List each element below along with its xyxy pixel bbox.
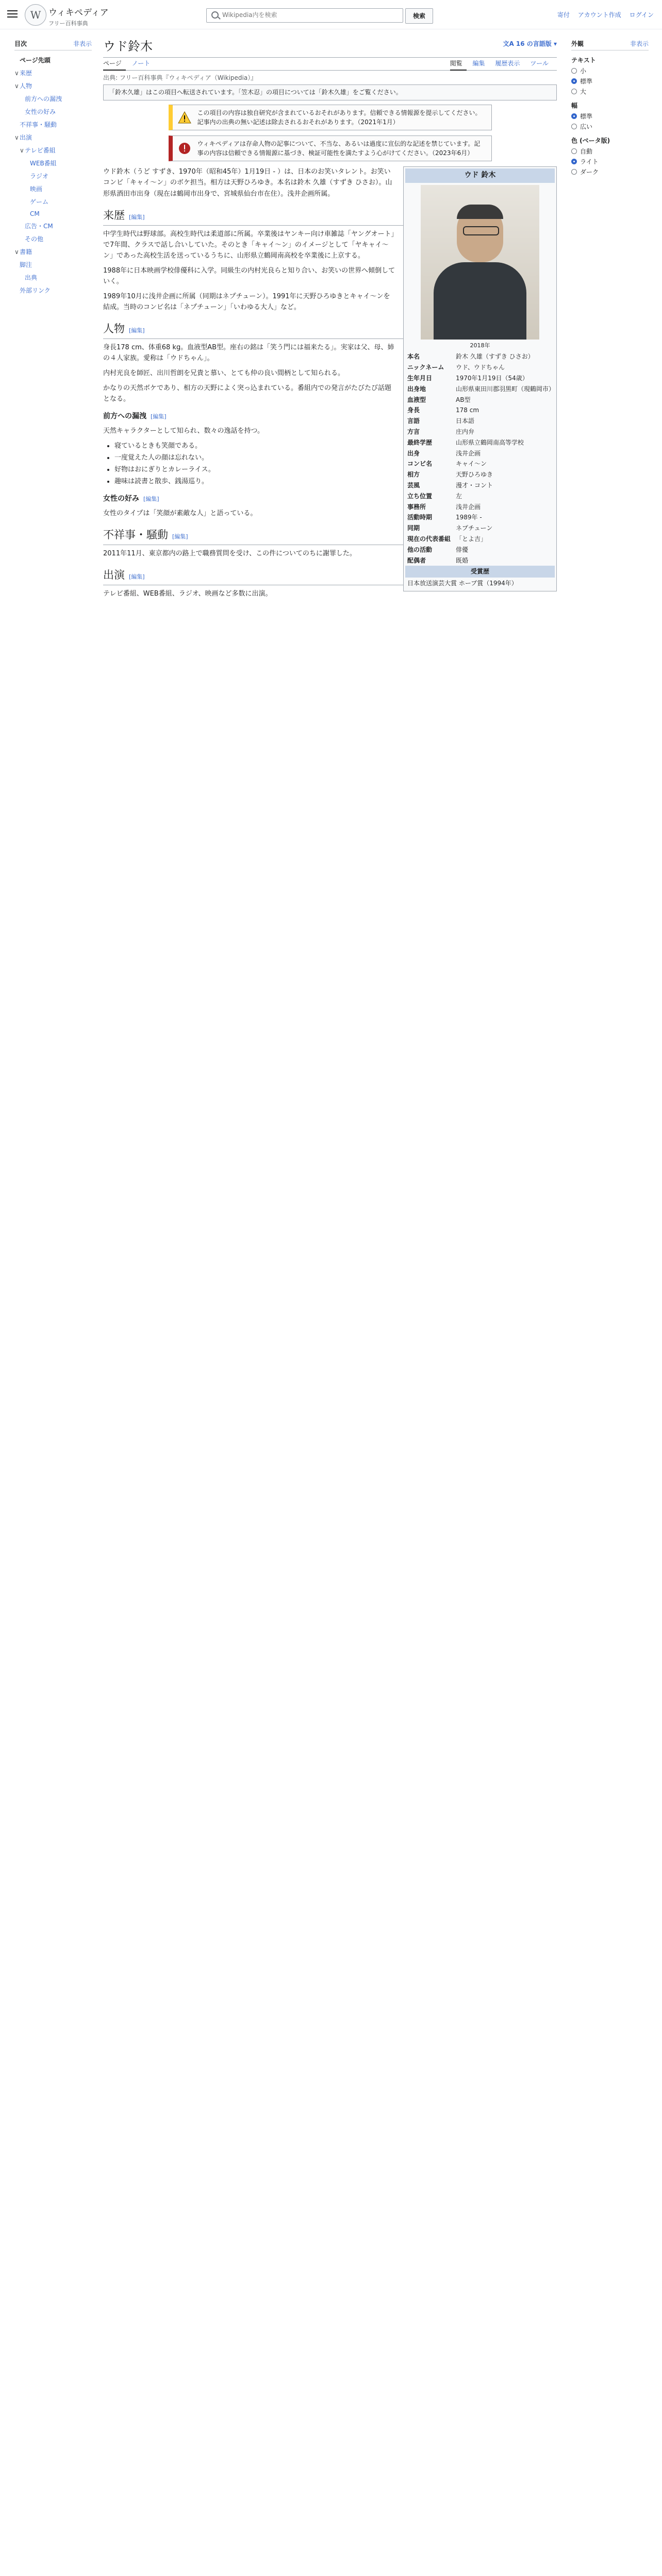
radio-button[interactable] (571, 124, 577, 129)
toc-item[interactable] (14, 170, 92, 182)
section-edit-link[interactable]: [編集] (129, 213, 145, 221)
toggle-icon[interactable]: ∨ (14, 70, 19, 77)
toc-item-label: ラジオ (30, 173, 49, 180)
toc-item[interactable] (14, 105, 92, 118)
toc-item[interactable] (14, 157, 92, 170)
donate-link[interactable]: 寄付 (557, 11, 570, 19)
infobox-value: 天野ひろゆき (456, 471, 493, 479)
infobox-key: 事務所 (407, 503, 426, 511)
toc-item[interactable] (14, 79, 92, 92)
infobox-row (405, 405, 555, 416)
infobox-row (405, 448, 555, 459)
toggle-icon[interactable]: ∨ (14, 248, 19, 256)
appearance-heading: 外観 非表示 (571, 39, 649, 50)
toc-item[interactable] (14, 66, 92, 79)
infobox-name: ウド 鈴木 (405, 168, 555, 183)
section-title: 前方への漏洩 (103, 412, 146, 421)
section-paragraph: 天然キャラクターとして知られ、数々の逸話を持つ。 (103, 427, 264, 435)
infobox-value: 「とよ吉」 (456, 535, 487, 543)
option-label: 大 (580, 88, 587, 95)
toc-item[interactable] (14, 144, 92, 157)
section-edit-link[interactable]: [編集] (151, 413, 167, 420)
tab-read[interactable]: 閲覧 (450, 57, 467, 71)
search-button[interactable]: 検索 (405, 8, 433, 24)
toc-item-label: 前方への漏洩 (25, 95, 62, 103)
portrait-photo[interactable] (421, 185, 539, 340)
toc-item[interactable] (14, 245, 92, 258)
option-label: 標準 (580, 78, 593, 85)
title-row (103, 36, 557, 58)
infobox-key: 血液型 (407, 396, 426, 403)
appearance-panel (571, 39, 649, 178)
toc-item-label: 出典 (25, 274, 38, 281)
toc-item-label: 女性の好み (25, 108, 56, 115)
toc-item-label: 出演 (20, 134, 32, 141)
infobox-row (405, 545, 555, 555)
option-label: 広い (580, 123, 593, 130)
edit-label: 編集 (131, 573, 143, 580)
option-label: 小 (580, 67, 587, 75)
infobox-row (405, 480, 555, 491)
article-body (103, 82, 557, 603)
section-title: 不祥事・騒動 (103, 528, 168, 541)
list-item: • 好物はおにぎりとカレーライス。 (114, 464, 557, 475)
infobox-awards: 日本放送演芸大賞 ホープ賞（1994年） (407, 580, 518, 587)
toc-hide-button[interactable]: 非表示 (73, 40, 92, 47)
appearance-option[interactable] (571, 167, 649, 176)
main-menu-button[interactable] (7, 8, 18, 19)
language-icon: 文A (503, 40, 516, 47)
section-edit-link[interactable]: [編集] (129, 327, 145, 334)
infobox-value: 浅井企画 (456, 503, 481, 511)
infobox-value: 山形県東田川郡羽黒町（現鶴岡市） (456, 385, 555, 393)
infobox-value: 既婚 (456, 556, 469, 564)
section-title: 女性の好み (103, 495, 139, 503)
wordmark[interactable] (48, 5, 109, 27)
infobox-value: ネプチューン (456, 524, 493, 532)
create-account-link[interactable]: アカウント作成 (577, 11, 621, 19)
toc-item-label: テレビ番組 (25, 147, 56, 154)
radio-button[interactable] (571, 169, 577, 175)
radio-button[interactable] (571, 113, 577, 119)
infobox-value: 山形県立鶴岡南高等学校 (456, 438, 524, 446)
ambox-text: この項目の内容は独自研究が含まれているおそれがあります。信頼できる情報源を提示してください。記事内の出典の無い記述は除去されるおそれがあります。（2021年1月） (197, 109, 482, 126)
infobox-row (405, 373, 555, 384)
toc-item-label: その他 (25, 235, 44, 243)
edit-label: 編集 (131, 327, 143, 334)
lead-paragraph: ウド鈴木（うど すずき、1970年（昭和45年）1月19日 - ）は、日本のお笑いタレント。お笑いコンビ「キャイ〜ン」のボケ担当。相方は天野ひろゆき。本名は鈴木 久雄（すずき ひさお）。山形県酒田市出身（現在は鶴岡市出身で、宮城県仙台市在住）。浅井企画所属。 (103, 168, 392, 198)
toc-item-label: CM (30, 210, 40, 217)
appearance-option[interactable] (571, 157, 649, 166)
toc-item[interactable] (14, 195, 92, 208)
infobox-row (405, 362, 555, 373)
infobox-row (405, 395, 555, 405)
toc-item[interactable] (14, 258, 92, 271)
toc-item[interactable] (14, 284, 92, 297)
section-edit-link[interactable]: [編集] (172, 533, 188, 540)
infobox-row (405, 491, 555, 502)
appearance-group-label: 幅 (571, 102, 578, 109)
toggle-icon[interactable]: ∨ (20, 147, 24, 154)
toc-item[interactable] (14, 54, 92, 66)
infobox-key: 身長 (407, 406, 420, 414)
infobox-key: 出身地 (407, 385, 426, 393)
infobox-awards-heading: 受賞歴 (405, 566, 555, 578)
tab-history[interactable]: 履歴表示 (495, 60, 520, 67)
infobox-key: 本名 (407, 353, 420, 361)
infobox-row (405, 534, 555, 545)
appearance-groups (571, 56, 649, 176)
login-link[interactable]: ログイン (629, 11, 654, 19)
ambox-blp (169, 135, 492, 161)
infobox-key: 言語 (407, 417, 420, 425)
toc-item-label: ゲーム (30, 198, 49, 206)
tab-talk[interactable]: ノート (131, 60, 151, 67)
edit-label: 編集 (174, 533, 186, 540)
infobox-value: 1989年 - (456, 514, 482, 521)
search-box (206, 8, 403, 23)
site-header (0, 0, 662, 29)
infobox-key: 他の活動 (407, 546, 433, 553)
toc-item-label: 脚注 (20, 261, 32, 268)
toc-item-label: WEB番組 (30, 160, 57, 167)
infobox-row (405, 427, 555, 437)
appearance-group-label: 色 (ベータ版) (571, 137, 610, 144)
infobox-key: 生年月日 (407, 375, 433, 382)
toc-item-label: 人物 (20, 82, 32, 90)
ambox-text: ウィキペディアは存命人物の記事について、不当な、あるいは過度に宣伝的な記述を禁じています。記事の内容は信頼できる情報源に基づき、検証可能性を満たすよう心がけてください。（2023年6月） (197, 140, 481, 157)
toggle-icon[interactable]: ∨ (14, 134, 19, 141)
toc-item-label: 映画 (30, 185, 43, 193)
page-actions (450, 57, 557, 71)
photo-caption: 2018年 (470, 342, 490, 349)
section-paragraph: テレビ番組、WEB番組、ラジオ、映画など多数に出演。 (103, 589, 272, 598)
infobox-row (405, 469, 555, 480)
toc-item-label: 書籍 (20, 248, 32, 256)
section-paragraph: 1989年10月に浅井企画に所属（同期はネプチューン）。1991年に天野ひろゆきとキャイ〜ンを結成。当時のコンビ名は「ネプチューン」「いわゆる大人」など。 (103, 292, 390, 311)
appearance-option[interactable] (571, 122, 649, 131)
infobox-row (405, 512, 555, 523)
infobox-value: 庄内弁 (456, 428, 475, 435)
section-paragraph: 女性のタイプは「笑顔が素敵な人」と語っている。 (103, 509, 257, 517)
page-title: ウド鈴木 (103, 36, 557, 58)
section-paragraph: かなりの天然ボケであり、相方の天野によく突っ込まれている。番組内での発言がたびたび話題となる。 (103, 384, 392, 403)
toc-list (14, 54, 92, 297)
radio-button[interactable] (571, 148, 577, 154)
infobox-value: AB型 (456, 396, 471, 403)
toc-item[interactable] (14, 131, 92, 144)
user-links (551, 10, 654, 19)
section-paragraph: 身長178 cm、体重68 kg。血液型AB型。座右の銘は「笑う門には福来たる」。実家は父、母、姉の４人家族。愛称は「ウドちゃん」。 (103, 343, 394, 362)
infobox-row (405, 502, 555, 513)
chevron-down-icon: ▾ (551, 40, 557, 47)
infobox-value: 178 cm (456, 406, 479, 414)
toc-item-label: 来歴 (20, 70, 32, 77)
section-edit-link[interactable]: [編集] (129, 573, 145, 580)
language-button[interactable] (503, 39, 557, 48)
appearance-hide-button[interactable]: 非表示 (630, 40, 649, 47)
tab-edit[interactable]: 編集 (472, 60, 485, 67)
page-tabs (103, 57, 557, 71)
radio-button[interactable] (571, 68, 577, 74)
section-edit-link[interactable]: [編集] (143, 496, 159, 503)
toc-item-label: ページ先頭 (20, 57, 51, 64)
section-title: 人物 (103, 322, 125, 335)
option-label: 標準 (580, 113, 593, 120)
infobox-key: 芸風 (407, 481, 420, 489)
infobox-value: 漫才・コント (456, 481, 493, 489)
infobox-value: 俳優 (456, 546, 469, 553)
infobox-key: 出身 (407, 449, 420, 457)
toc-item[interactable] (14, 208, 92, 219)
radio-button[interactable] (571, 78, 577, 84)
section-paragraph: 2011年11月、東京都内の路上で職務質問を受け、この件についてのちに謝罪した。 (103, 549, 356, 557)
list-item: • 趣味は読書と散歩、銭湯巡り。 (114, 476, 557, 487)
infobox-value: 1970年1月19日（54歳） (456, 375, 528, 382)
section-paragraph: 内村光良を師匠、出川哲朗を兄貴と慕い、とても仲の良い間柄として知られる。 (103, 369, 345, 378)
wordmark-tagline: フリー百科事典 (48, 20, 88, 27)
toc-item-label: 不祥事・騒動 (20, 121, 57, 128)
infobox-value: 日本語 (456, 417, 475, 425)
hatnote: 「鈴木久雄」はこの項目へ転送されています。「笠木忍」の項目については「鈴木久雄」をご覧ください。 (103, 84, 557, 100)
infobox-value: キャイ〜ン (456, 460, 487, 468)
toc-heading: 目次 非表示 (14, 39, 92, 50)
infobox-key: ニックネーム (407, 364, 444, 371)
infobox-row (405, 351, 555, 362)
infobox-value: 浅井企画 (456, 449, 481, 457)
toc-item[interactable] (14, 232, 92, 245)
infobox-value: 鈴木 久雄（すずき ひさお） (456, 353, 534, 361)
appearance-option[interactable] (571, 112, 649, 121)
infobox-row (405, 555, 555, 566)
radio-button[interactable] (571, 89, 577, 94)
toc-item-label: 外部リンク (20, 287, 51, 294)
infobox-key: 同期 (407, 524, 420, 532)
appearance-option[interactable] (571, 87, 649, 96)
section-paragraph: 中学生時代は野球部。高校生時代は柔道部に所属。卒業後はヤンキー向け車雑誌「ヤングオート」で7年間、クラスで話し合いしていた。そのとき「キャイ〜ン」のイメージとして「ヤキャイ〜ン」であった高校生活を送っているうちに、山形県立鶴岡南高校を卒業後に上京する。 (103, 230, 394, 260)
appearance-group-label: テキスト (571, 57, 596, 64)
option-label: 自動 (580, 148, 593, 155)
appearance-option[interactable] (571, 66, 649, 75)
wikipedia-logo-icon[interactable]: W (25, 4, 46, 26)
infobox-key: 立ち位置 (407, 492, 433, 500)
infobox-key: 現在の代表番組 (407, 535, 451, 543)
infobox-key: 方言 (407, 428, 420, 435)
warning-icon (178, 111, 191, 124)
section-title: 来歴 (103, 209, 125, 222)
option-label: ライト (580, 158, 599, 165)
appearance-option[interactable] (571, 77, 649, 86)
edit-label: 編集 (131, 213, 143, 221)
ambox-original-research (169, 105, 492, 130)
edit-label: 編集 (145, 496, 157, 503)
toc-item[interactable] (14, 118, 92, 131)
infobox-key: 配偶者 (407, 556, 426, 564)
list-item: • 寝ているときも笑顔である。 (114, 440, 557, 451)
infobox-value: 左 (456, 492, 462, 500)
infobox (403, 166, 557, 591)
list-item: • 一度覚えた人の顔は忘れない。 (114, 452, 557, 463)
infobox-row (405, 437, 555, 448)
search-icon (211, 11, 219, 19)
toc-item[interactable] (14, 219, 92, 232)
toc-item[interactable] (14, 92, 92, 105)
section-title: 出演 (103, 568, 125, 581)
infobox-key: コンビ名 (407, 460, 433, 468)
edit-label: 編集 (153, 413, 164, 420)
alert-icon (178, 142, 191, 155)
infobox-row (405, 384, 555, 395)
wordmark-title: ウィキペディア (48, 8, 109, 18)
appearance-option[interactable] (571, 147, 649, 156)
infobox-key: 最終学歴 (407, 438, 433, 446)
option-label: ダーク (580, 168, 599, 176)
infobox-row (405, 523, 555, 534)
section-paragraph: 1988年に日本映画学校俳優科に入学。同級生の内村光良らと知り合い、お笑いの世界へ傾倒していく。 (103, 266, 395, 285)
toc-item-label: 広告・CM (25, 223, 53, 230)
infobox-table (405, 351, 555, 566)
toc-item[interactable] (14, 182, 92, 195)
radio-button[interactable] (571, 159, 577, 164)
infobox-value: ウド、ウドちゃん (456, 364, 505, 371)
infobox-row (405, 459, 555, 469)
infobox-key: 活動時期 (407, 514, 433, 521)
tab-article[interactable]: ページ (103, 57, 126, 71)
infobox-row (405, 416, 555, 427)
toggle-icon[interactable]: ∨ (14, 82, 19, 90)
infobox-key: 相方 (407, 471, 420, 479)
language-count: 16 の言語版 (516, 40, 552, 47)
tab-tools[interactable]: ツール (530, 60, 549, 67)
table-of-contents (14, 39, 92, 297)
search-input[interactable] (207, 9, 398, 21)
from-line: 出典: フリー百科事典『ウィキペディア（Wikipedia）』 (103, 74, 257, 81)
toc-item[interactable] (14, 271, 92, 284)
